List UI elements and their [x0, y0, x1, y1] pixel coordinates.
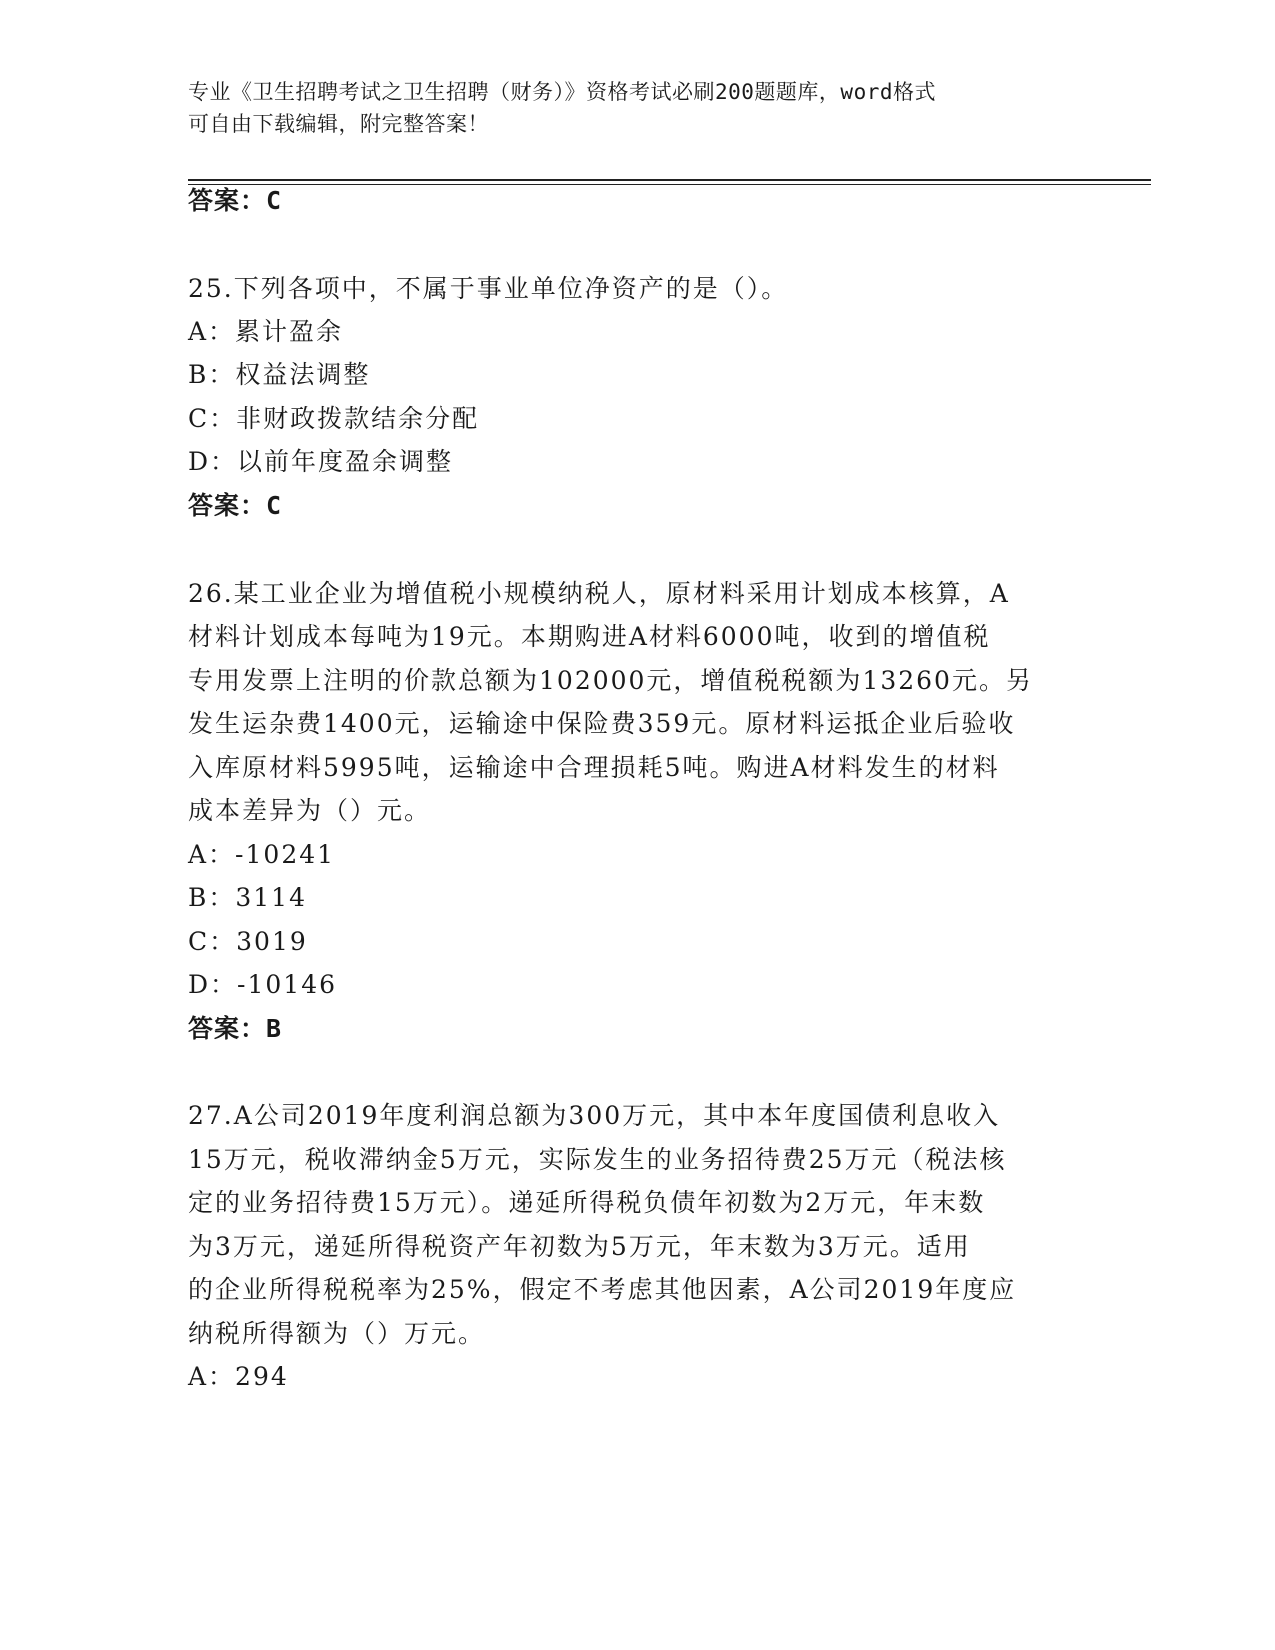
question-26-text-line-1: 26.某工业企业为增值税小规模纳税人，原材料采用计划成本核算，A — [188, 579, 1010, 608]
question-26-text-line-6: 成本差异为（）元。 — [188, 796, 432, 825]
question-25-option-a: A：累计盈余 — [188, 317, 344, 346]
header-title-line-1: 专业《卫生招聘考试之卫生招聘（财务）》资格考试必刷200题题库，word格式 — [188, 80, 936, 104]
question-27-text-line-2: 15万元，税收滞纳金5万元，实际发生的业务招待费25万元（税法核 — [188, 1145, 1007, 1174]
question-27-text-line-1: 27.A公司2019年度利润总额为300万元，其中本年度国债利息收入 — [188, 1101, 1001, 1130]
question-25-text-line-1: 25.下列各项中，不属于事业单位净资产的是（）。 — [188, 274, 789, 303]
page-header — [188, 76, 1068, 140]
question-27-option-a: A：294 — [188, 1362, 289, 1391]
answer-value: C — [266, 491, 283, 520]
question-27-text-line-3: 定的业务招待费15万元）。递延所得税负债年初数为2万元，年末数 — [188, 1188, 986, 1217]
answer-value: B — [266, 1014, 283, 1043]
header-title-line-2: 可自由下载编辑，附完整答案！ — [188, 112, 489, 136]
question-26-text-line-3: 专用发票上注明的价款总额为102000元，增值税税额为13260元。另 — [188, 666, 1033, 695]
question-26-answer — [188, 1012, 282, 1046]
answer-label: 答案： — [188, 1014, 267, 1043]
question-25-answer — [188, 489, 282, 523]
question-26-text-line-5: 入库原材料5995吨，运输途中合理损耗5吨。购进A材料发生的材料 — [188, 753, 1000, 782]
question-25-option-d: D：以前年度盈余调整 — [188, 447, 454, 476]
question-27-text-line-5: 的企业所得税税率为25%，假定不考虑其他因素，A公司2019年度应 — [188, 1275, 1017, 1304]
header-divider-thin — [188, 184, 1151, 185]
question-26-option-b: B：3114 — [188, 883, 307, 912]
question-26-option-d: D：-10146 — [188, 970, 338, 999]
answer-prev — [188, 184, 282, 218]
answer-label: 答案： — [188, 186, 267, 215]
question-26-text-line-4: 发生运杂费1400元，运输途中保险费359元。原材料运抵企业后验收 — [188, 709, 1016, 738]
question-26-text-line-2: 材料计划成本每吨为19元。本期购进A材料6000吨，收到的增值税 — [188, 622, 991, 651]
question-25-option-c: C：非财政拨款结余分配 — [188, 404, 480, 433]
question-25-option-b: B：权益法调整 — [188, 360, 371, 389]
question-27-text-line-6: 纳税所得额为（）万元。 — [188, 1319, 486, 1348]
header-divider-thick — [188, 179, 1151, 181]
answer-value: C — [266, 186, 283, 215]
answer-label: 答案： — [188, 491, 267, 520]
question-26-option-a: A：-10241 — [188, 840, 336, 869]
question-27-text-line-4: 为3万元，递延所得税资产年初数为5万元，年末数为3万元。适用 — [188, 1232, 971, 1261]
question-26-option-c: C：3019 — [188, 927, 308, 956]
